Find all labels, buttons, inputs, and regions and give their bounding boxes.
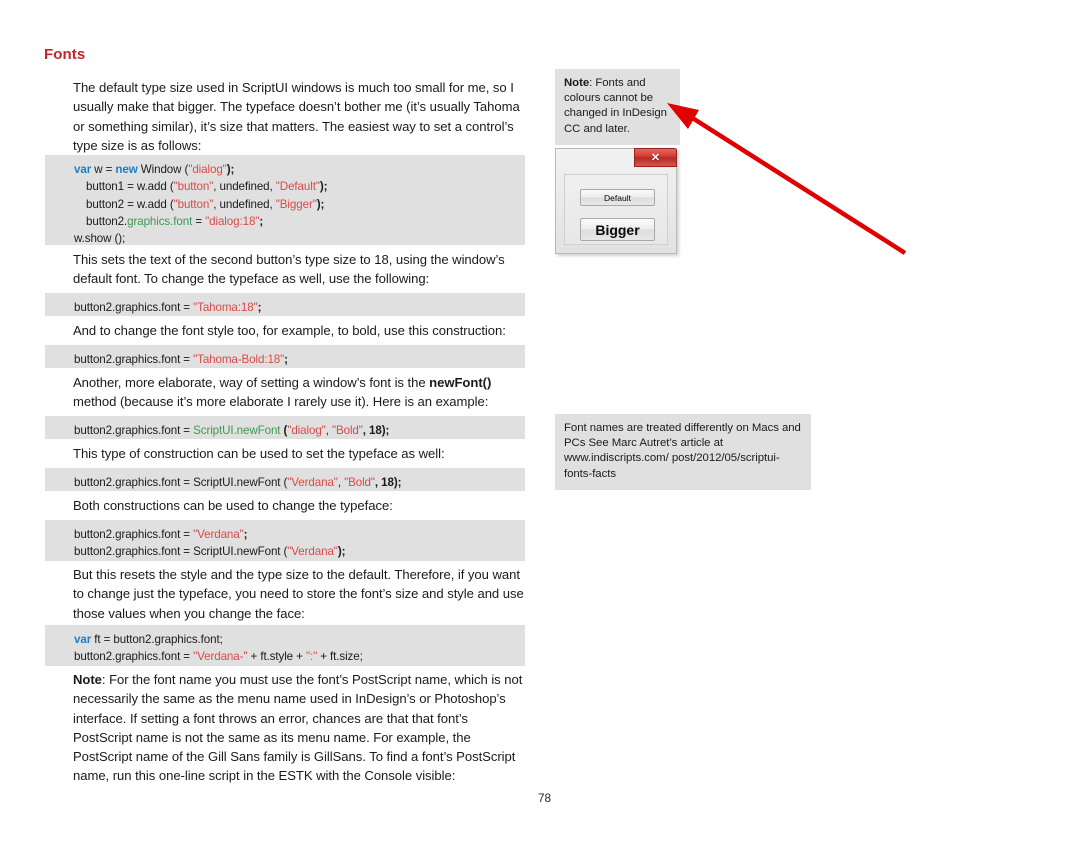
code-line [45,351,525,368]
paragraph-after-first-code: This sets the text of the second button’s type size to 18, using the window’s default font. To change the typeface as well, use the following: [73,252,505,287]
code-string: "Verdana-" [193,650,248,664]
page-number: 78 [537,791,552,805]
newfont-emphasis: newFont() [429,375,492,390]
code-text: ); [316,197,325,211]
code-string: "Verdana" [193,528,244,541]
code-text: button2.graphics.font = [74,301,194,314]
paragraph-text: Another, more elaborate, way of setting a window’s font is the [73,375,430,390]
code-block-window-setup [45,155,525,245]
code-string: "Tahoma:18" [193,301,258,314]
code-line [45,299,525,316]
code-text: button2.graphics.font = ScriptUI.newFont ( [74,476,288,489]
code-line [45,648,525,665]
code-text: ); [319,180,328,194]
code-text: , [337,476,345,489]
code-string: "Verdana" [287,545,338,559]
code-block-store-font [45,625,525,666]
code-text: button2.graphics.font = [74,650,194,664]
code-line: w.show (); [74,232,126,246]
code-line [45,526,525,543]
code-text: button2. [86,214,128,228]
code-member: ScriptUI.newFont [193,424,281,437]
paragraph-text: : For the font name you must use the font’s PostScript name, which is not necessarily the same as the menu name used in InDesign’s or Photoshop’s interface. If setting a font throws an error, chances are that that font’s PostScript name is not the same as its menu name. For example, the PostScript name of the Gill Sans family is GillSans. To find a font’s PostScript name, run this one-line script in the ESTK with the Console visible: [73,672,523,784]
code-string: ":" [305,650,318,664]
code-text: button2.graphics.font = ScriptUI.newFont ( [74,545,288,559]
paragraph-intro: The default type size used in ScriptUI windows is much too small for me, so I usually make that bigger. The typeface doesn’t bother me (it’s usually Tahoma or something similar), it’s size that matters. The easiest way to set a control’s type size is as follows: [73,80,520,153]
code-keyword-var: var [74,163,92,176]
dialog-default-button[interactable]: Default [580,189,655,206]
code-text: ft = button2.graphics.font; [91,633,223,646]
code-string: "button" [173,197,214,211]
code-text: , undefined, [213,180,276,194]
page-title: Fonts [44,46,86,63]
code-text: ; [257,301,262,314]
code-line [45,631,525,648]
code-text: button2 = w.add ( [86,197,174,211]
note-text: : Fonts and colours cannot be changed in InDesign CC and later. [564,77,667,135]
code-text: , [325,424,332,437]
paragraph-both-constructions: Both constructions can be used to change the typeface: [73,498,393,513]
code-text: + ft.size; [317,650,363,664]
side-note-bottom [555,414,811,490]
code-text: ; [284,353,288,366]
code-text: Window ( [137,163,189,176]
code-text: ); [337,545,346,559]
code-keyword-new: new [115,163,138,176]
code-string: "Bigger" [275,197,317,211]
code-string: "Bold" [344,476,375,489]
code-line [45,543,525,560]
code-text: ; [243,528,248,541]
code-text: button2.graphics.font = [74,353,194,366]
note-text: Font names are treated differently on Macs and PCs See Marc Autret’s article at www.indiscripts.com/ post/2012/05/scriptui-fonts-facts [564,422,801,480]
paragraph-resets-style: But this resets the style and the type size to the default. Therefore, if you want to change just the typeface, you need to store the font’s size and style and use those values when you change the face: [73,567,524,621]
code-text: button2.graphics.font = [74,528,194,541]
code-line [45,178,525,195]
paragraph-final-note [73,670,525,786]
code-line [45,196,525,213]
code-text: = [192,214,206,228]
paragraph-font-style: And to change the font style too, for example, to bold, use this construction: [73,323,506,338]
code-string: "button" [173,180,214,194]
red-annotation-arrow [655,90,920,265]
code-string: "Tahoma-Bold:18" [193,353,285,366]
code-text: button1 = w.add ( [86,180,174,194]
note-label: Note [73,672,102,687]
paragraph-typeface-as-well: This type of construction can be used to set the typeface as well: [73,446,445,461]
code-block-newfont-verdana [45,468,525,491]
code-string: "dialog" [287,424,326,437]
code-text: , undefined, [213,197,276,211]
code-text: ( [280,424,288,437]
code-text: , 18); [374,476,402,489]
code-text: w = [91,163,116,176]
code-text: ; [259,214,264,228]
side-note-top [555,69,680,145]
paragraph-text: method (because it’s more elaborate I rarely use it). Here is an example: [73,394,489,410]
code-string: "dialog:18" [205,214,260,228]
code-string: "Default" [275,180,320,194]
code-string: "dialog" [188,163,227,176]
dialog-body [564,174,668,245]
code-text: + ft.style + [247,650,306,664]
code-line [45,474,525,491]
dialog-bigger-button[interactable]: Bigger [580,218,655,241]
code-line [45,422,525,439]
code-block-newfont-dialog [45,416,525,439]
code-block-tahoma-bold [45,345,525,368]
code-text: , 18); [362,424,390,437]
code-member: graphics.font [127,214,193,228]
close-icon[interactable]: ✕ [634,148,677,167]
code-block-tahoma [45,293,525,316]
code-line [45,213,525,230]
code-block-verdana-pair [45,520,525,561]
dialog-titlebar [556,149,676,168]
code-string: "Verdana" [287,476,338,489]
code-keyword-var: var [74,633,92,646]
note-label: Note [564,77,590,89]
code-text: ); [226,163,235,176]
code-text: button2.graphics.font = [74,424,194,437]
paragraph-newfont-intro [73,373,525,412]
code-string: "Bold" [331,424,363,437]
code-line [45,161,525,178]
scriptui-dialog-mock [555,148,677,254]
